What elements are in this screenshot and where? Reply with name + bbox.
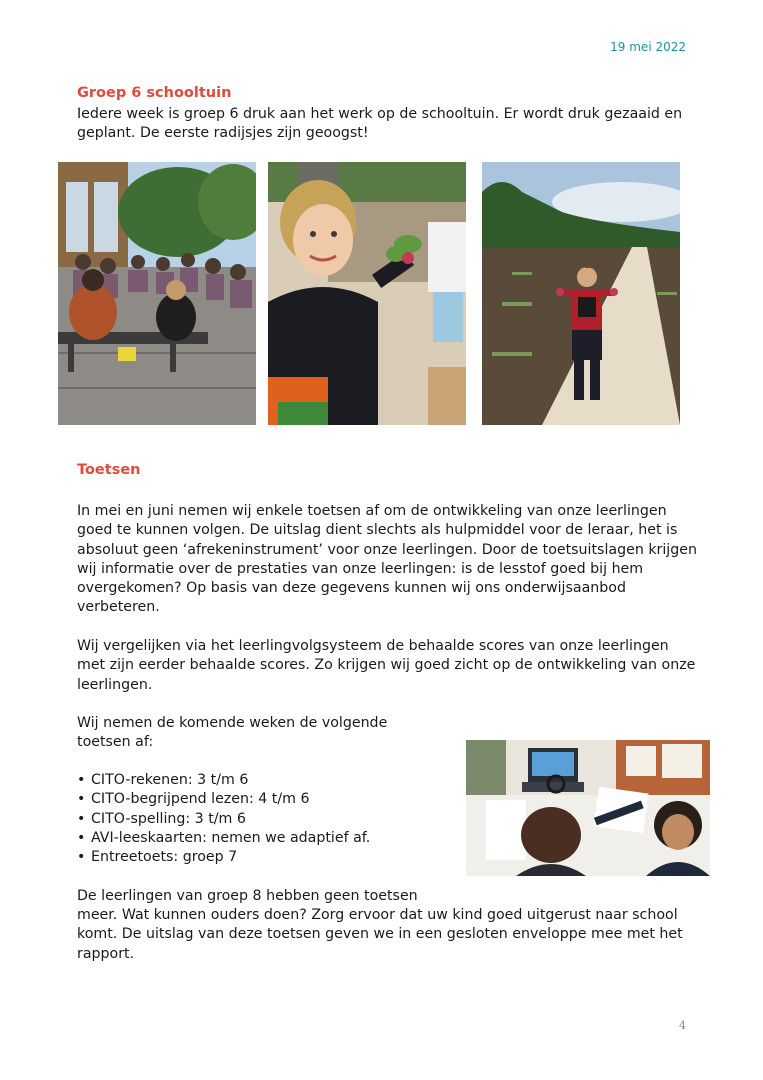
photo-students-laptop [466, 740, 710, 876]
list-item: • CITO-rekenen: 3 t/m 6 [77, 771, 370, 790]
toetsen-paragraph-3: Wij nemen de komende weken de volgende toetsen af: [77, 715, 388, 751]
list-item: • AVI-leeskaarten: nemen we adaptief af. [77, 829, 370, 848]
page-date: 19 mei 2022 [610, 40, 686, 54]
toetsen-paragraph-4a: De leerlingen van groep 8 hebben geen toetsen [77, 888, 418, 904]
section-title-toetsen: Toetsen [77, 462, 141, 478]
toetsen-paragraph-1: In mei en juni nemen wij enkele toetsen af om de ontwikkeling van onze leerlingen goed te kunnen volgen. De uitslag dient slechts als hulpmiddel voor de leraar, het is absoluut geen ‘afrekeninstrument’ voor onze leerlingen. Door de toetsuitslagen krijgen wij informatie over de prestaties van onze leerlingen: is de lesstof goed bij hem overgekomen? Op basis van deze gegevens kunnen wij ons onderwijsaanbod verbeteren. [77, 503, 697, 616]
list-item: • CITO-begrijpend lezen: 4 t/m 6 [77, 790, 370, 809]
schooltuin-text: Iedere week is groep 6 druk aan het werk op de schooltuin. Er wordt druk gezaaid en geplant. De eerste radijsjes zijn geoogst! [77, 106, 683, 142]
toetsen-paragraph-2: Wij vergelijken via het leerlingvolgsysteem de behaalde scores van onze leerlingen met zijn eerder behaalde scores. Zo krijgen wij goed zicht op de ontwikkeling van onze leerlingen. [77, 638, 696, 693]
photo-group-sitting [58, 162, 256, 425]
photo-boy-garden-path [482, 162, 680, 425]
toetsen-paragraph-4b: meer. Wat kunnen ouders doen? Zorg ervoor dat uw kind goed uitgerust naar school komt. De uitslag van deze toetsen geven we in een gesloten enveloppe mee met het rapport. [77, 907, 683, 962]
list-item: • Entreetoets: groep 7 [77, 848, 370, 867]
photo-girl-radishes [268, 162, 466, 425]
list-item: • CITO-spelling: 3 t/m 6 [77, 810, 370, 829]
page-number: 4 [679, 1019, 686, 1032]
section-title-schooltuin: Groep 6 schooltuin [77, 85, 232, 101]
toetsen-list [77, 771, 370, 867]
